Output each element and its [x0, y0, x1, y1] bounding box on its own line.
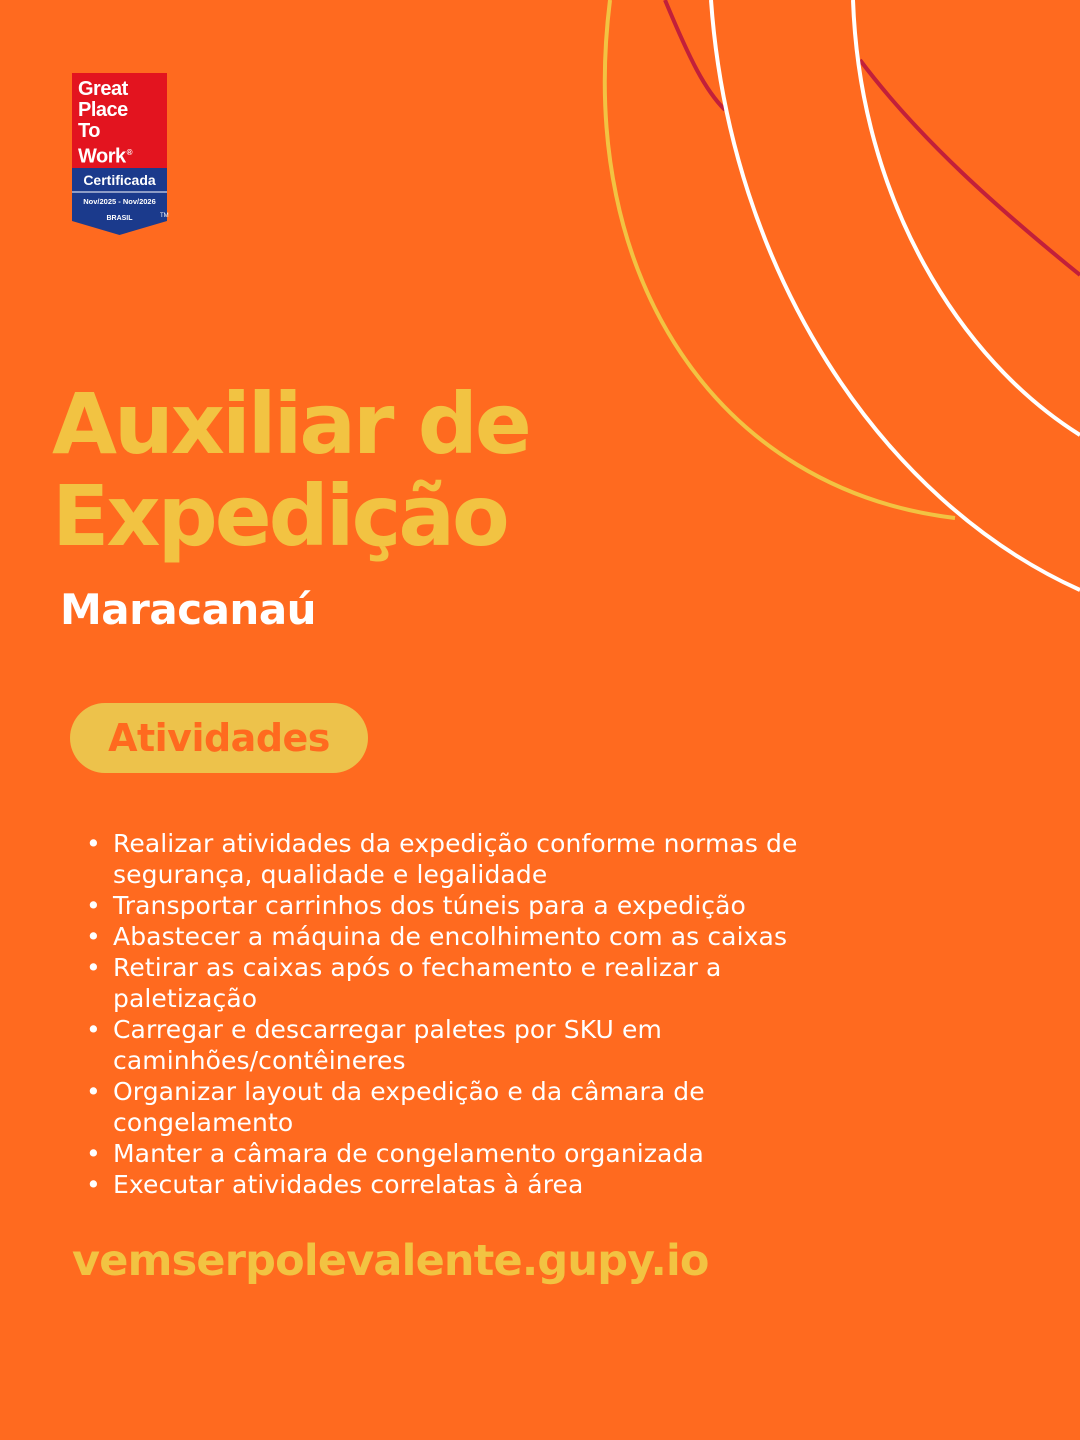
activity-text: Executar atividades correlatas à área: [113, 1170, 584, 1199]
activity-item: [84, 1014, 864, 1076]
dark-red-curve: [665, 0, 725, 110]
badge-line-to: To: [78, 120, 100, 142]
job-title: [52, 375, 672, 565]
job-title-line-1: Auxiliar de: [52, 375, 529, 473]
activity-item: [84, 1169, 864, 1200]
activities-pill: [70, 703, 368, 773]
white-curve-inner: [853, 0, 1080, 435]
dark-red-curve-lower: [860, 60, 1080, 275]
bullet-icon: •: [86, 891, 101, 920]
activity-text: Realizar atividades da expedição conforme normas de segurança, qualidade e legalidade: [113, 829, 798, 889]
badge-logo-text: [78, 79, 168, 168]
bullet-icon: •: [86, 1015, 101, 1044]
activity-text: Manter a câmara de congelamento organizada: [113, 1139, 704, 1168]
activity-text: Retirar as caixas após o fechamento e realizar a paletização: [113, 953, 722, 1013]
badge-red-block: [72, 73, 167, 168]
job-location: Maracanaú: [60, 585, 317, 634]
activity-item: [84, 890, 864, 921]
activity-text: Carregar e descarregar paletes por SKU em caminhões/contêineres: [113, 1015, 662, 1075]
bullet-icon: •: [86, 953, 101, 982]
activity-item: [84, 1076, 864, 1138]
badge-certified-label: Certificada: [83, 172, 156, 188]
great-place-to-work-badge: [72, 73, 172, 238]
activity-item: [84, 828, 864, 890]
bullet-icon: •: [86, 922, 101, 951]
bullet-icon: •: [86, 1170, 101, 1199]
bullet-icon: •: [86, 1077, 101, 1106]
white-curve-outer: [711, 0, 1080, 590]
bullet-icon: •: [86, 1139, 101, 1168]
activity-text: Transportar carrinhos dos túneis para a expedição: [113, 891, 746, 920]
activity-text: Abastecer a máquina de encolhimento com as caixas: [113, 922, 788, 951]
careers-url[interactable]: vemserpolevalente.gupy.io: [72, 1236, 709, 1286]
badge-line-great: Great: [78, 78, 128, 100]
badge-country: BRASIL: [106, 215, 133, 222]
activity-item: [84, 952, 864, 1014]
job-title-line-2: Expedição: [52, 467, 507, 565]
bullet-icon: •: [86, 829, 101, 858]
activities-pill-label: Atividades: [108, 716, 330, 760]
activity-text: Organizar layout da expedição e da câmara de congelamento: [113, 1077, 705, 1137]
badge-dates: Nov/2025 - Nov/2026: [83, 197, 156, 206]
activities-list: [84, 828, 864, 1200]
badge-line-work: Work ®: [78, 142, 168, 168]
badge-trademark: TM: [160, 213, 169, 219]
activity-item: [84, 921, 864, 952]
badge-line-place: Place: [78, 99, 128, 121]
activity-item: [84, 1138, 864, 1169]
